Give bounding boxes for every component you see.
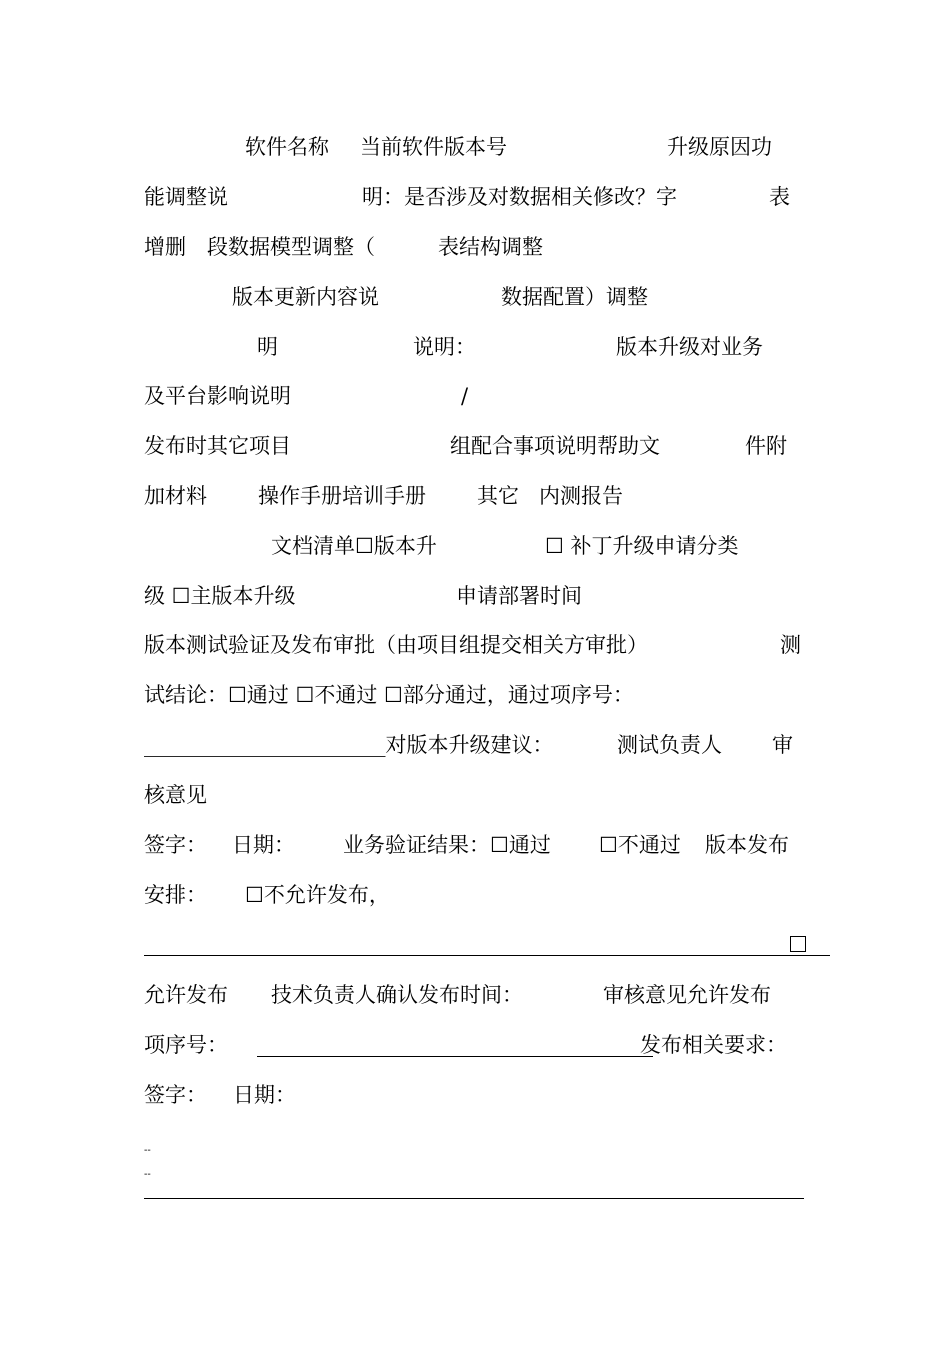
text-line-4b: 数据配置）调整: [501, 285, 648, 309]
text-line-10b: 申请部署时间: [456, 584, 582, 608]
signature-underline: [144, 955, 830, 956]
text-line-3b: 段数据模型调整（: [207, 235, 375, 259]
text-line-8a: 加材料: [144, 484, 207, 508]
text-line-3c: 表结构调整: [438, 235, 543, 259]
text-line-5b: 说明：: [413, 335, 476, 359]
text-line-19a: 项序号：: [144, 1033, 228, 1057]
text-software-name: 软件名称: [245, 135, 329, 159]
text-line-13c: 审: [772, 733, 793, 757]
text-line-8d: 内测报告: [539, 484, 623, 508]
text-line-4a: 版本更新内容说: [232, 285, 379, 309]
text-line-9a: 文档清单☐版本升: [271, 534, 437, 558]
text-line-14: 核意见: [144, 783, 207, 807]
text-line-15e: 版本发布: [705, 833, 789, 857]
text-line-7b: 组配合事项说明帮助文: [450, 434, 660, 458]
allow-publish-checkbox[interactable]: [790, 936, 806, 952]
text-line-5a: 明: [257, 335, 278, 359]
text-line-18b: 技术负责人确认发布时间：: [271, 983, 523, 1007]
text-line-20a: 签字：: [144, 1083, 207, 1107]
text-line-15c: 业务验证结果：☐通过: [343, 833, 551, 857]
text-line-11b: 测: [780, 633, 801, 657]
text-line-13a: _______________________对版本升级建议：: [144, 733, 554, 757]
text-line-20b: 日期：: [233, 1083, 296, 1107]
item-number-underline: [257, 1056, 653, 1057]
text-line-2a: 能调整说: [144, 185, 228, 209]
text-line-6a: 及平台影响说明: [144, 384, 291, 408]
text-line-18c: 审核意见允许发布: [603, 983, 771, 1007]
text-line-6b: /: [461, 384, 469, 408]
text-line-8c: 其它: [477, 484, 519, 508]
text-current-version: 当前软件版本号: [360, 135, 507, 159]
text-line-19b: 发布相关要求：: [640, 1033, 787, 1057]
text-line-2b: 明：是否涉及对数据相关修改？字: [362, 185, 677, 209]
text-line-7a: 发布时其它项目: [144, 434, 291, 458]
text-line-5c: 版本升级对业务: [616, 335, 763, 359]
text-line-15b: 日期：: [232, 833, 295, 857]
text-line-18a: 允许发布: [144, 983, 228, 1007]
text-line-8b: 操作手册培训手册: [258, 484, 426, 508]
text-line-7c: 件附: [745, 434, 787, 458]
footer-mark-1: --: [144, 1145, 151, 1156]
text-line-13b: 测试负责人: [617, 733, 722, 757]
text-line-9b: ☐ 补丁升级申请分类: [545, 534, 739, 558]
text-line-16b: ☐不允许发布，: [245, 883, 390, 907]
footer-rule: [144, 1198, 804, 1199]
text-line-15d: ☐不通过: [599, 833, 681, 857]
text-line-15a: 签字：: [144, 833, 207, 857]
text-line-3a: 增删: [144, 235, 186, 259]
text-line-11a: 版本测试验证及发布审批（由项目组提交相关方审批）: [144, 633, 648, 657]
text-line-16a: 安排：: [144, 883, 207, 907]
footer-mark-2: --: [144, 1169, 151, 1180]
text-line-12: 试结论：☐通过 ☐不通过 ☐部分通过，通过项序号：: [144, 683, 634, 707]
text-line-2c: 表: [769, 185, 790, 209]
text-upgrade-reason: 升级原因功: [667, 135, 772, 159]
text-line-10a: 级 ☐主版本升级: [144, 584, 296, 608]
